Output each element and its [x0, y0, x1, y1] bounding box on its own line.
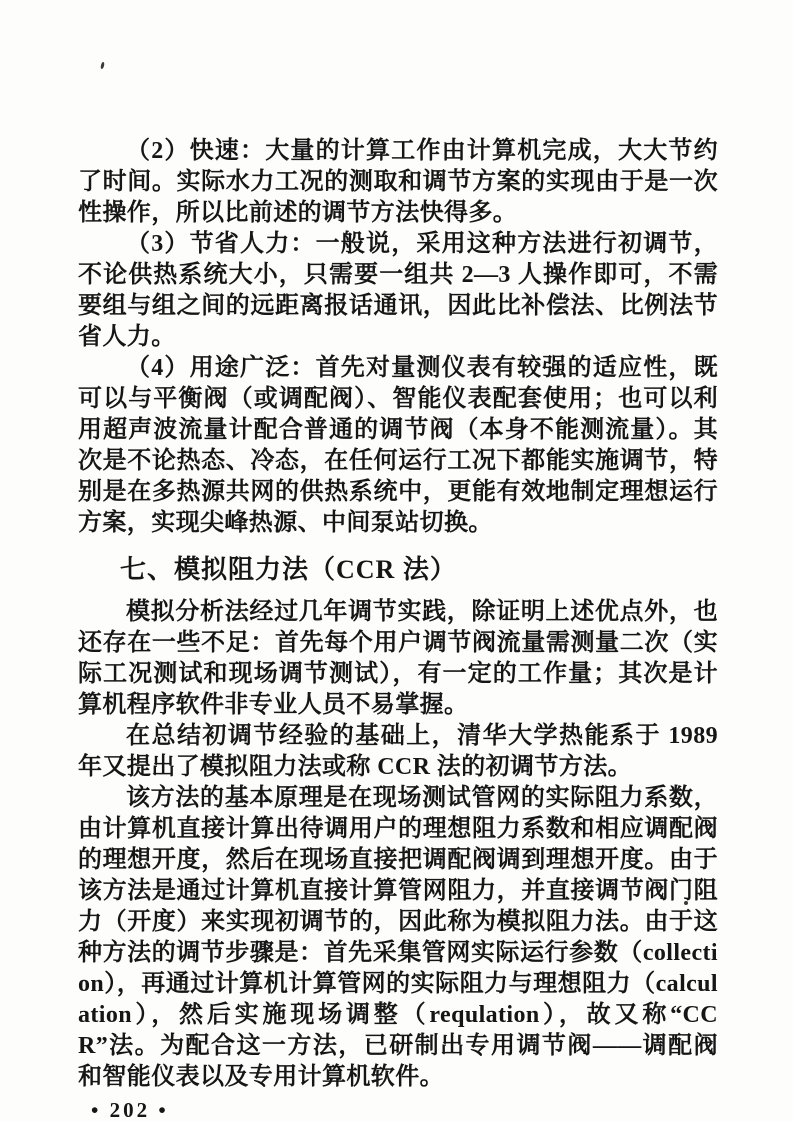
- paragraph-advantage-3-labor-saving: （3）节省人力：一般说，采用这种方法进行初调节，不论供热系统大小，只需要一组共 2—3 人操作即可，不需要组与组之间的远距离报话通讯，因此比补偿法、比例法节省人力。: [78, 231, 718, 350]
- paragraph-simulation-analysis-shortcomings: 模拟分析法经过几年调节实践，除证明上述优点外，也还存在一些不足：首先每个用户调节阀流量需测量二次（实际工况测试和现场调节测试），有一定的工作量；其次是计算机程序软件非专业人员不易掌握。: [78, 599, 718, 718]
- paragraph-tsinghua-1989: 在总结初调节经验的基础上，清华大学热能系于 1989 年又提出了模拟阻力法或称 CCR 法的初调节方法。: [78, 723, 718, 780]
- paragraph-advantage-4-wide-use: （4）用途广泛：首先对量测仪表有较强的适应性，既可以与平衡阀（或调配阀）、智能仪表配套使用；也可以利用超声波流量计配合普通的调节阀（本身不能测流量）。其次是不论热态、冷态，在任何运行工况下都能实施调节，特别是在多热源共网的供热系统中，更能有效地制定理想运行方案，实现尖峰热源、中间泵站切换。: [78, 355, 718, 536]
- paragraph-ccr-principle: 该方法的基本原理是在现场测试管网的实际阻力系数，由计算机直接计算出待调用户的理想阻力系数和相应调配阀的理想开度，然后在现场直接把调配阀调到理想开度。由于该方法是通过计算机直接计算管网阻力，并直接调节阀门阻力（开度）来实现初调节的，因此称为模拟阻力法。由于这种方法的调节步骤是：首先采集管网实际运行参数（collection），再通过计算机计算管网的实际阻力与理想阻力（calculation），然后实施现场调整（requlation），故又称“CCR”法。为配合这一方法，已研制出专用调节阀——调配阀和智能仪表以及专用计算机软件。: [78, 785, 718, 1090]
- page-number: • 202 •: [91, 1098, 169, 1121]
- section-heading-ccr-method: 七、模拟阻力法（CCR 法）: [120, 555, 457, 584]
- paragraph-advantage-2-fast: （2）快速：大量的计算工作由计算机完成，大大节约了时间。实际水力工况的测取和调节方案的实现由于是一次性操作，所以比前述的调节方法快得多。: [78, 138, 718, 226]
- page-content: [78, 136, 718, 1121]
- scan-speck: [100, 62, 105, 70]
